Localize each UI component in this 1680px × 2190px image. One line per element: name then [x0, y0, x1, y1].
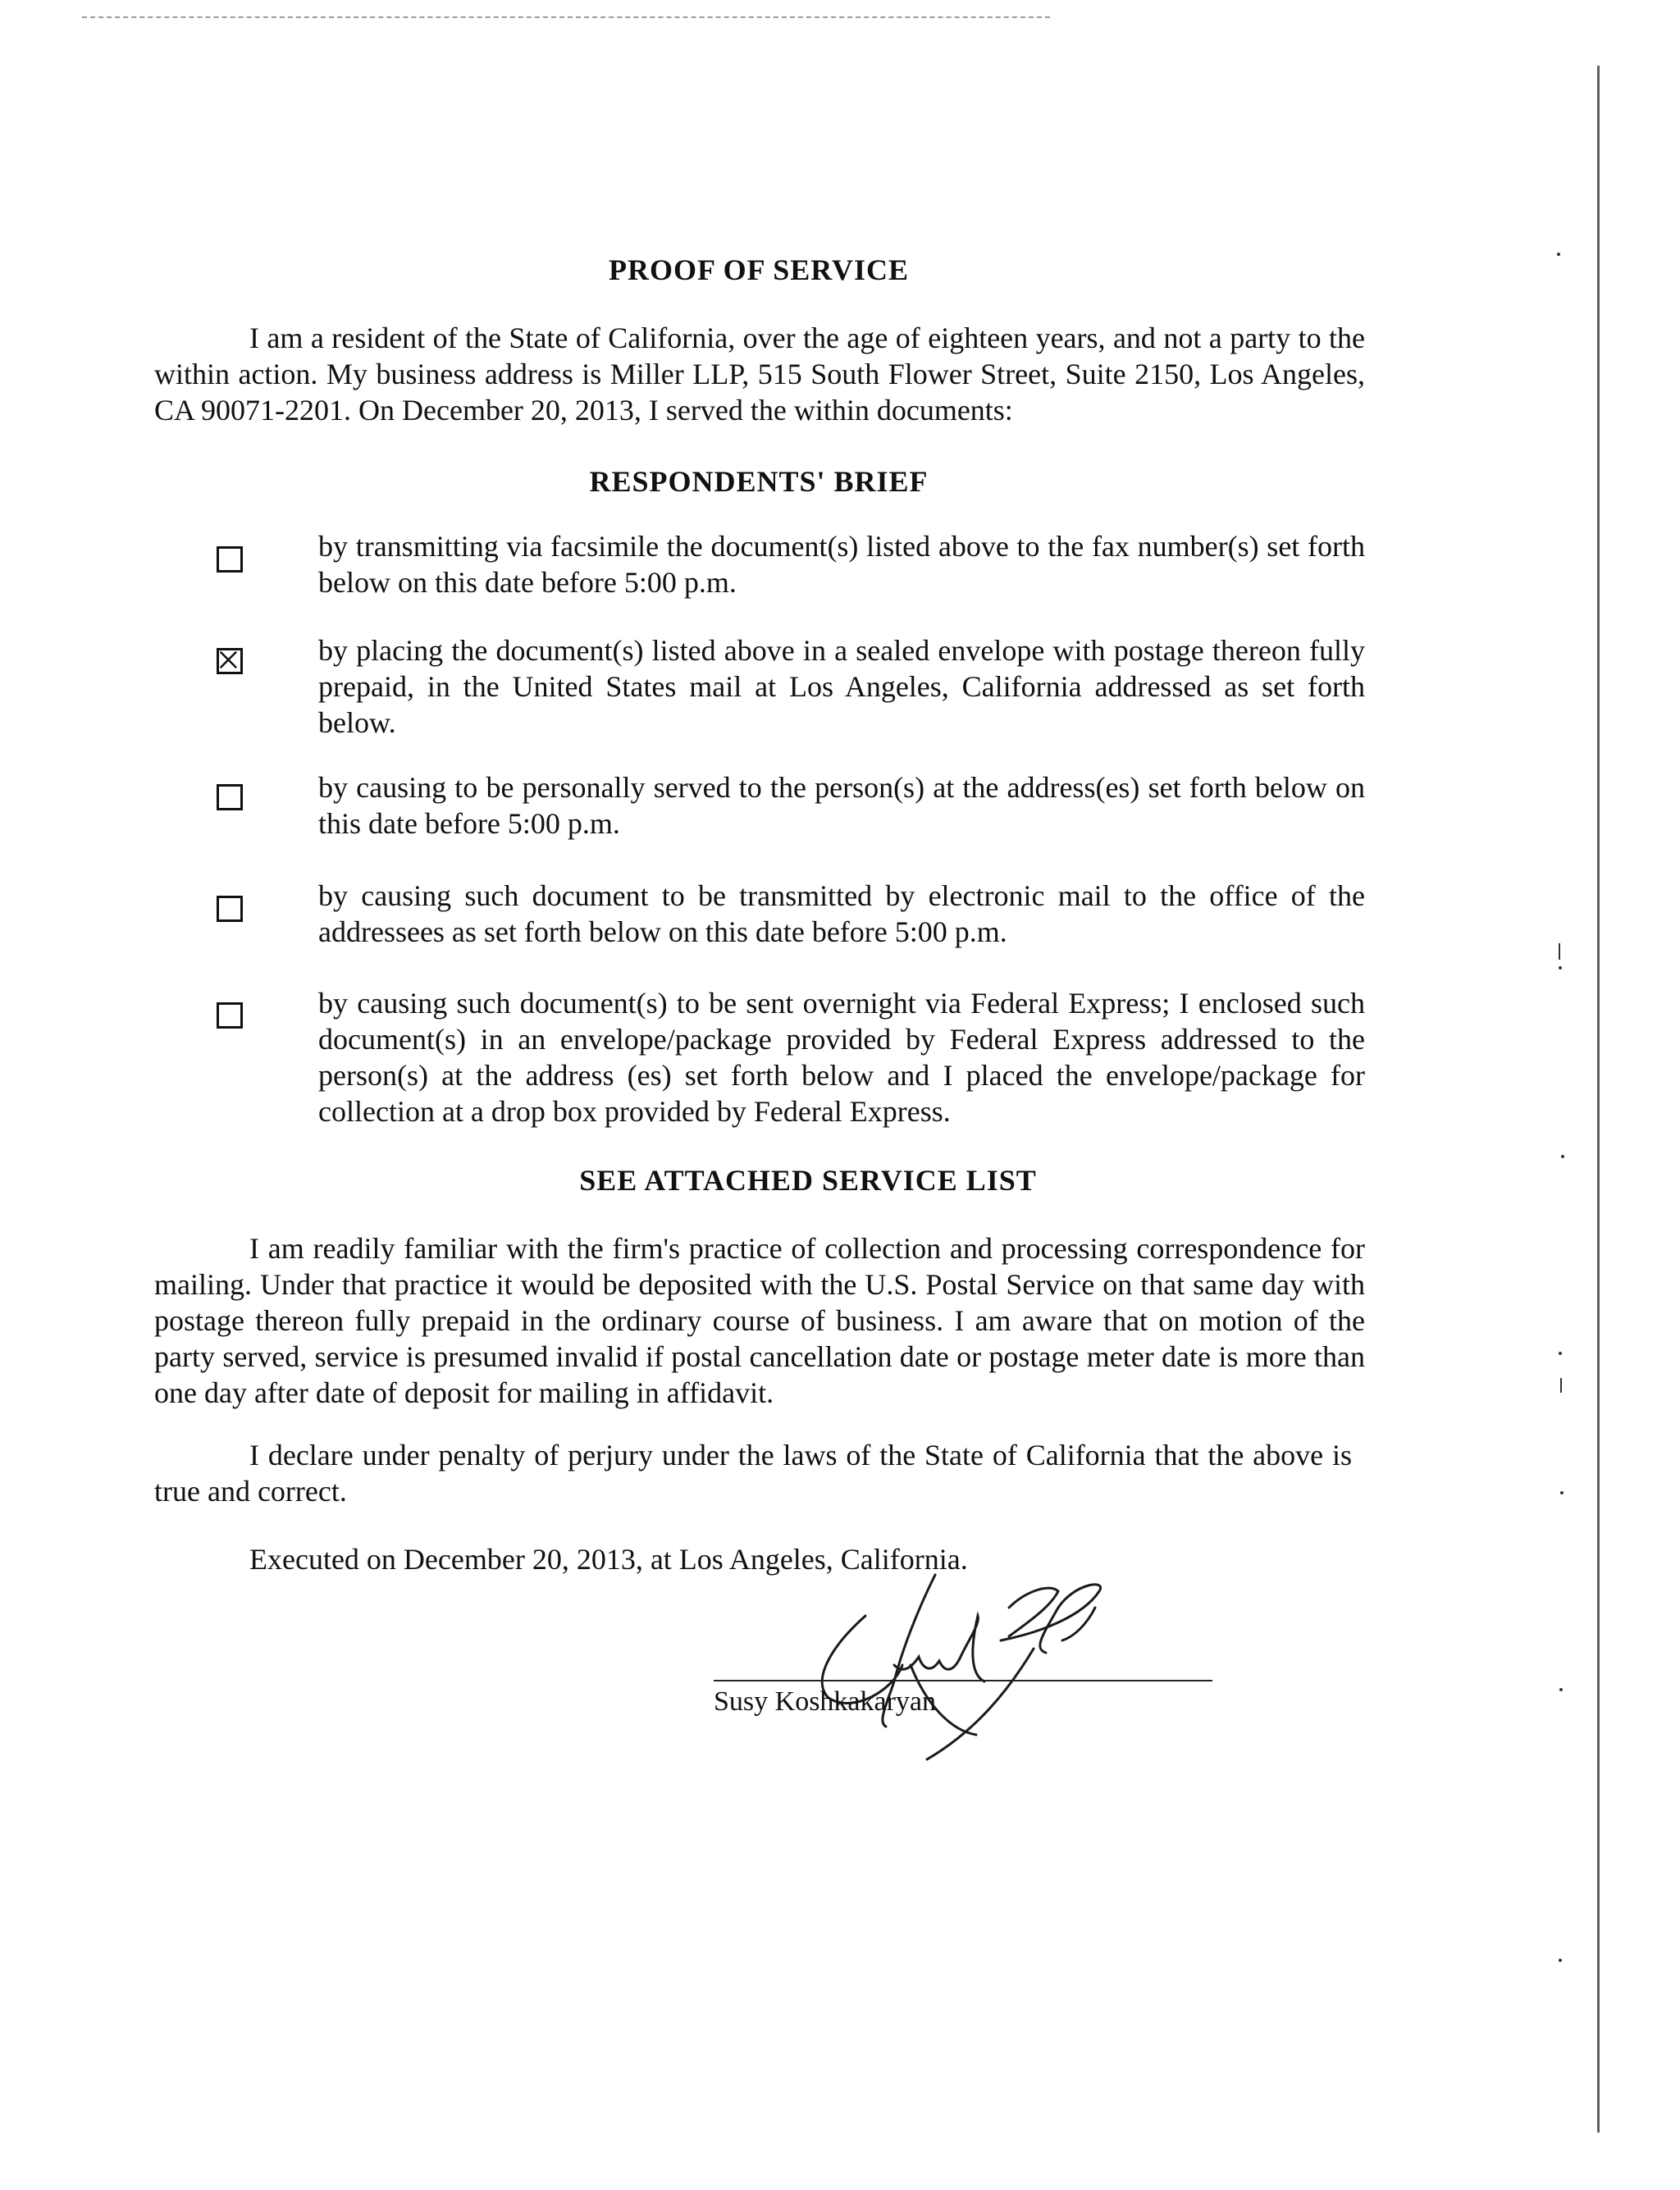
signature-line [714, 1680, 1212, 1681]
fax-checkbox[interactable] [217, 546, 243, 573]
fax-method-text: by transmitting via facsimile the document(s) listed above to the fax number(s) set forth below on this date before 5:00 p.m. [318, 530, 1365, 599]
page-title: PROOF OF SERVICE [608, 253, 910, 286]
scan-top-rule [82, 16, 1050, 18]
signer-name: Susy Koshkakaryan [714, 1686, 937, 1717]
executed-line: Executed on December 20, 2013, at Los Angeles, California. [249, 1543, 968, 1576]
personal-service-method-text: by causing to be personally served to the person(s) at the address(es) set forth below on this date before 5:00 p.m. [318, 771, 1365, 840]
fedex-checkbox[interactable] [217, 1002, 243, 1029]
mail-checkbox[interactable] [217, 648, 243, 674]
document-title: RESPONDENTS' BRIEF [589, 465, 929, 498]
email-method-text: by causing such document to be transmitted by electronic mail to the office of the addressees as set forth below on this date before 5:00 p.m. [318, 879, 1365, 948]
mail-method-text: by placing the document(s) listed above in a sealed envelope with postage thereon fully prepaid, in the United States mail at Los Angeles, California addressed as set forth below. [318, 634, 1365, 739]
fedex-method-text: by causing such document(s) to be sent overnight via Federal Express; I enclosed such document(s) in an envelope/package provided by Federal Express addressed to the person(s) at the address (es) set forth below and I placed the envelope/package for collection at a drop box provided by Federal Express. [318, 987, 1365, 1128]
declaration-paragraph: I declare under penalty of perjury under the laws of the State of California that the above is true and correct. [154, 1439, 1352, 1508]
check-x-icon [219, 650, 240, 672]
service-list-heading: SEE ATTACHED SERVICE LIST [579, 1164, 1037, 1197]
intro-paragraph: I am a resident of the State of California, over the age of eighteen years, and not a party to the within action. My business address is Miller LLP, 515 South Flower Street, Suite 2150, Los Angeles, CA 90071-2201. On December 20, 2013, I served the within documents: [154, 322, 1365, 427]
personal-service-checkbox[interactable] [217, 784, 243, 810]
scan-edge-line [1597, 66, 1600, 2133]
handwritten-signature [763, 1558, 1189, 1772]
email-checkbox[interactable] [217, 896, 243, 922]
scan-specks [1542, 246, 1591, 2133]
practice-paragraph: I am readily familiar with the firm's practice of collection and processing correspondence for mailing. Under that practice it would be deposited with the U.S. Postal Service on that same day with postage thereon fully prepaid in the ordinary course of business. I am aware that on motion of the party served, service is presumed invalid if postal cancellation date or postage meter date is more than one day after date of deposit for mailing in affidavit. [154, 1232, 1365, 1409]
